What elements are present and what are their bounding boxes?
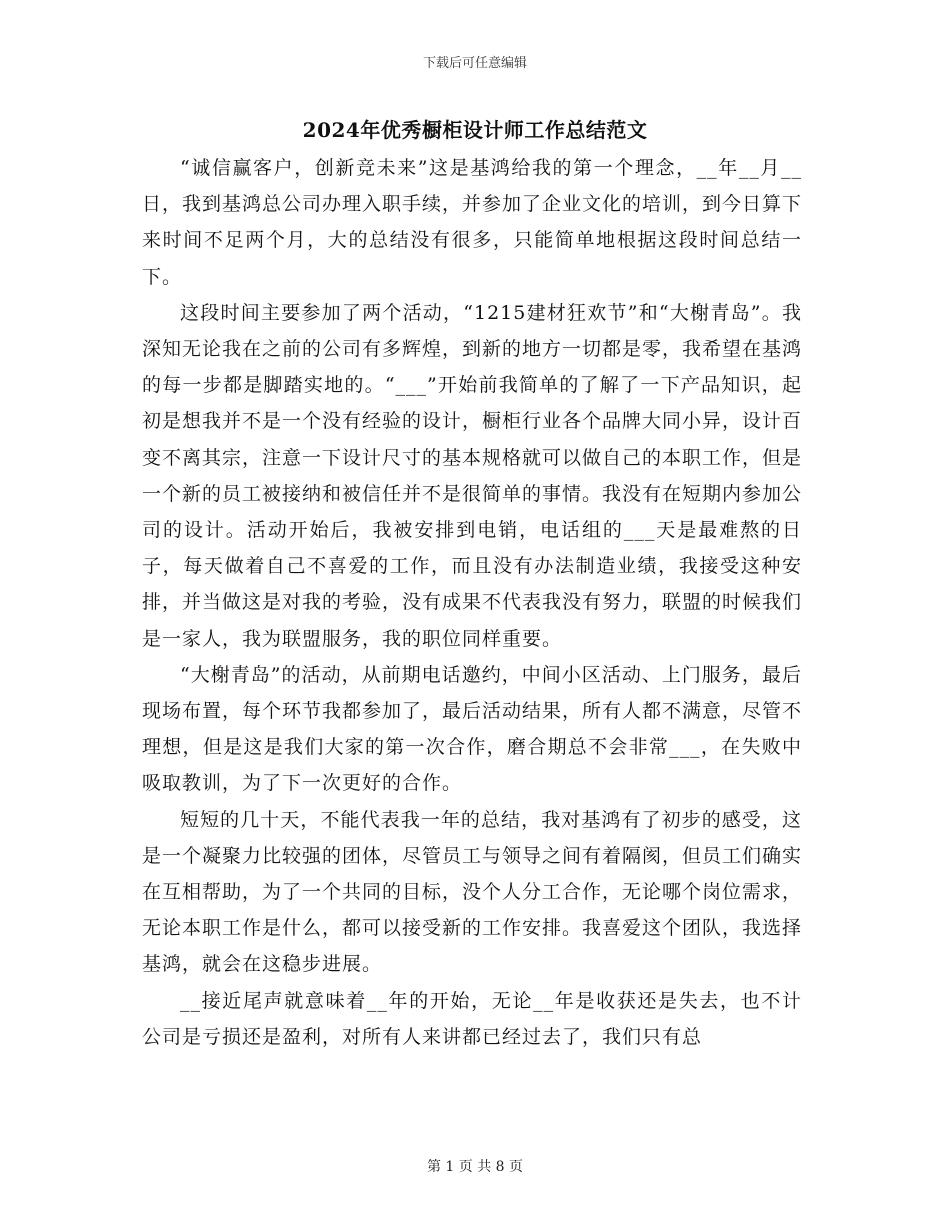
header-note: 下载后可任意编辑 <box>422 56 527 71</box>
document-body <box>142 150 802 1055</box>
page-number: 第 1 页 共 8 页 <box>426 1159 524 1175</box>
paragraph-2: 这段时间主要参加了两个活动，“1215建材狂欢节”和“大榭青岛”。我深知无论我在之前的公司有多辉煌，到新的地方一切都是零，我希望在基鸿的每一步都是脚踏实地的。“___”开始前我简单的了解了一下产品知识，起初是想我并不是一个没有经验的设计，橱柜行业各个品牌大同小异，设计百变不离其宗，注意一下设计尺寸的基本规格就可以做自己的本职工作，但是一个新的员工被接纳和被信任并不是很简单的事情。我没有在短期内参加公司的设计。活动开始后，我被安排到电销，电话组的___天是最难熬的日子，每天做着自己不喜爱的工作，而且没有办法制造业绩，我接受这种安排，并当做这是对我的考验，没有成果不代表我没有努力，联盟的时候我们是一家人，我为联盟服务，我的职位同样重要。 <box>142 301 803 650</box>
paragraph-3: “大榭青岛”的活动，从前期电话邀约，中间小区活动、上门服务，最后现场布置，每个环节我都参加了，最后活动结果，所有人都不满意，尽管不理想，但是这是我们大家的第一次合作，磨合期总不会非常___，在失败中吸取教训，为了下一次更好的合作。 <box>142 663 803 795</box>
paragraph-1: “诚信赢客户，创新竞未来”这是基鸿给我的第一个理念，__年__月__日，我到基鸿总公司办理入职手续，并参加了企业文化的培训，到今日算下来时间不足两个月，大的总结没有很多，只能简单地根据这段时间总结一下。 <box>142 157 803 288</box>
paragraph-5: __接近尾声就意味着__年的开始，无论__年是收获还是失去，也不计公司是亏损还是盈利，对所有人来讲都已经过去了，我们只有总 <box>142 989 802 1048</box>
paragraph-4: 短短的几十天，不能代表我一年的总结，我对基鸿有了初步的感受，这是一个凝聚力比较强的团体，尽管员工与领导之间有着隔阂，但员工们确实在互相帮助，为了一个共同的目标，没个人分工合作，无论哪个岗位需求，无论本职工作是什么，都可以接受新的工作安排。我喜爱这个团队，我选择基鸿，就会在这稳步进展。 <box>142 808 803 976</box>
document-title: 2024年优秀橱柜设计师工作总结范文 <box>302 118 648 142</box>
